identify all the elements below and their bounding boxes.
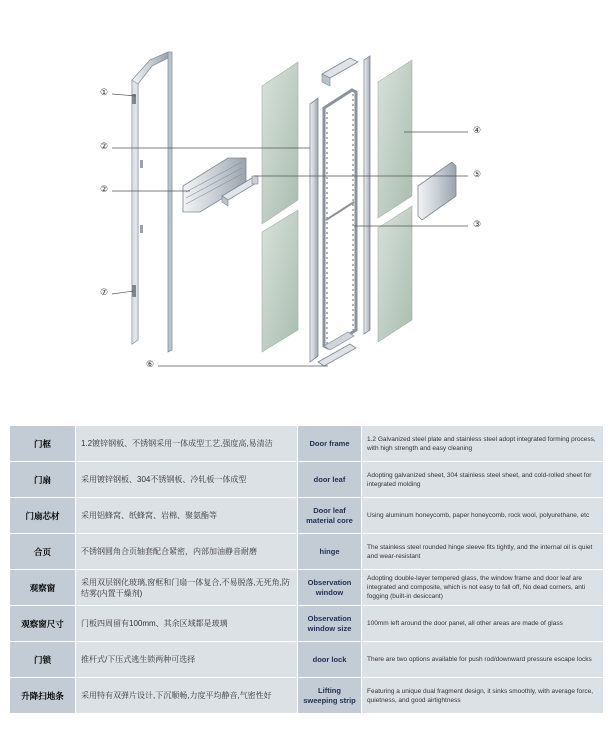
hinge-plate xyxy=(183,158,246,212)
spec-en-label: Observation window size xyxy=(298,606,362,642)
spec-en-label: door leaf xyxy=(298,462,362,498)
top-rail xyxy=(322,58,358,78)
callout-4: ④ xyxy=(473,126,482,136)
spec-zh-label: 门扇芯材 xyxy=(10,498,76,534)
spec-row xyxy=(10,462,604,498)
spec-row xyxy=(10,642,604,678)
spec-row xyxy=(10,426,604,462)
window-frame xyxy=(324,90,356,348)
spec-en-desc: Using aluminum honeycomb, paper honeycomb, rock wool, polyurethane, etc xyxy=(362,498,604,534)
glass-panel-top-right xyxy=(378,60,412,218)
spec-table xyxy=(9,425,604,714)
spec-en-desc: The stainless steel rounded hinge sleeve fits tightly, and the internal oil is quiet and wear-resistant xyxy=(362,534,604,570)
spec-row xyxy=(10,606,604,642)
spec-zh-desc: 采用特有双弹片设计,下沉顺畅,力度平均静音,气密性好 xyxy=(76,678,298,714)
spec-zh-label: 观察窗 xyxy=(10,570,76,606)
spec-row xyxy=(10,498,604,534)
callout-5: ⑤ xyxy=(473,170,482,180)
spec-en-desc: There are two options available for push rod/downward pressure escape locks xyxy=(362,642,604,678)
spec-en-desc: Adopting galvanized sheet, 304 stainless steel sheet, and cold-rolled sheet for integrated molding xyxy=(362,462,604,498)
spec-en-label: hinge xyxy=(298,534,362,570)
glass-panel-top-left xyxy=(262,62,298,224)
spec-zh-desc: 采用双层钢化玻璃,窗框和门扇一体复合,不易脱落,无死角,防结雾(内置干燥剂) xyxy=(76,570,298,606)
spec-zh-label: 升降扫地条 xyxy=(10,678,76,714)
spec-en-label: Observation window xyxy=(298,570,362,606)
glass-panel-bottom-right xyxy=(378,206,412,342)
callout-2a: ② xyxy=(100,142,109,152)
spec-zh-label: 门锁 xyxy=(10,642,76,678)
spec-zh-desc: 推杆式/下压式逃生锁两种可选择 xyxy=(76,642,298,678)
side-rail xyxy=(418,162,456,220)
spec-en-label: Door frame xyxy=(298,426,362,462)
spec-en-desc: 100mm left around the door panel, all other areas are made of glass xyxy=(362,606,604,642)
spec-zh-label: 门框 xyxy=(10,426,76,462)
door-leaf-edge-right xyxy=(364,56,370,334)
spec-row xyxy=(10,534,604,570)
callout-3: ③ xyxy=(473,220,482,230)
spec-en-label: Lifting sweeping strip xyxy=(298,678,362,714)
callout-6: ⑥ xyxy=(146,360,155,370)
spec-zh-desc: 1.2镀锌钢板、不锈钢采用一体成型工艺,强度高,易清洁 xyxy=(76,426,298,462)
spec-zh-desc: 不锈钢圆角合页轴套配合紧密，内部加油静音耐磨 xyxy=(76,534,298,570)
door-leaf-frame xyxy=(310,98,318,362)
callout-7: ⑦ xyxy=(100,288,109,298)
spec-row xyxy=(10,570,604,606)
spec-zh-label: 观察窗尺寸 xyxy=(10,606,76,642)
spec-zh-desc: 采用铝蜂窝、纸蜂窝、岩棉、聚氨酯等 xyxy=(76,498,298,534)
spec-row xyxy=(10,678,604,714)
spec-zh-label: 合页 xyxy=(10,534,76,570)
spec-zh-label: 门扇 xyxy=(10,462,76,498)
glass-panel-bottom-left xyxy=(262,210,298,352)
spec-en-label: door lock xyxy=(298,642,362,678)
spec-zh-desc: 门板四周留有100mm、其余区域都是玻璃 xyxy=(76,606,298,642)
spec-en-desc: Featuring a unique dual fragment design, it sinks smoothly, with average force, quietness, and good airtightness xyxy=(362,678,604,714)
spec-en-desc: Adopting double-layer tempered glass, the window frame and door leaf are integrated and composite, which is not easy to fall off, No dead corners, anti fogging (built-in desiccant) xyxy=(362,570,604,606)
callout-1: ① xyxy=(100,88,109,98)
callout-2b: ② xyxy=(100,185,109,195)
spec-zh-desc: 采用镀锌钢板、304不锈钢板、冷轧板一体成型 xyxy=(76,462,298,498)
spec-en-label: Door leaf material core xyxy=(298,498,362,534)
spec-en-desc: 1.2 Galvanized steel plate and stainless steel adopt integrated forming process, with high strength and easy cleaning xyxy=(362,426,604,462)
door-frame xyxy=(132,52,172,352)
